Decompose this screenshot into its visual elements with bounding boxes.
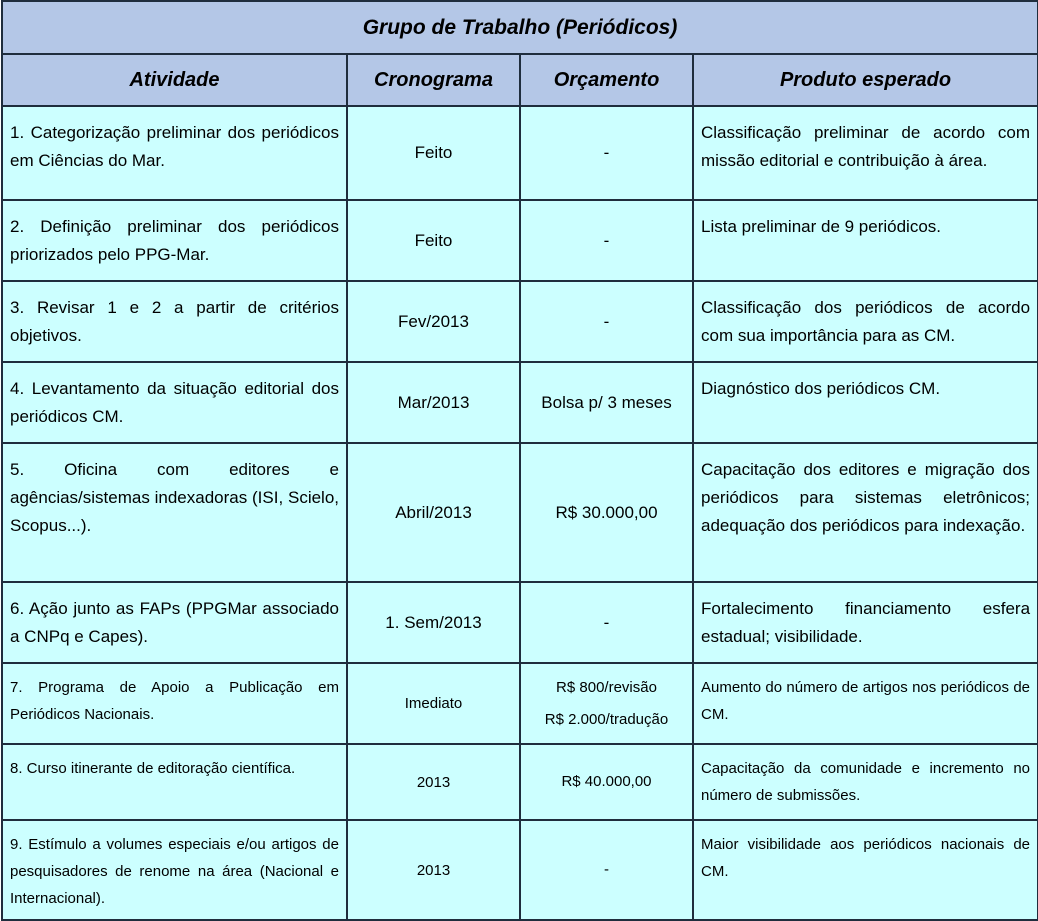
cell-cronograma: 1. Sem/2013 [347,582,520,663]
table-title: Grupo de Trabalho (Periódicos) [2,1,1038,54]
cell-cronograma: Fev/2013 [347,281,520,362]
cell-orcamento [520,443,693,582]
cell-atividade: 7. Programa de Apoio a Publicação em Periódicos Nacionais. [2,663,347,744]
cell-produto: Classificação preliminar de acordo com missão editorial e contribuição à área. [693,106,1038,200]
orcamento-value: - [603,311,610,331]
cell-produto: Capacitação dos editores e migração dos periódicos para sistemas eletrônicos; adequação dos periódicos para indexação. [693,443,1038,582]
orcamento-value: - [603,612,610,632]
table-row [2,663,1038,744]
cell-orcamento [520,744,693,820]
cell-cronograma: Feito [347,106,520,200]
cell-atividade: 2. Definição preliminar dos periódicos priorizados pelo PPG-Mar. [2,200,347,281]
cell-atividade: 1. Categorização preliminar dos periódicos em Ciências do Mar. [2,106,347,200]
cell-orcamento [520,663,693,744]
cell-produto: Fortalecimento financiamento esfera estadual; visibilidade. [693,582,1038,663]
table-row [2,582,1038,663]
header-atividade: Atividade [2,54,347,106]
table-row [2,362,1038,443]
orcamento-value: R$ 800/revisão [556,678,657,696]
table-row [2,744,1038,820]
cell-orcamento [520,582,693,663]
cell-atividade: 5. Oficina com editores e agências/sistemas indexadoras (ISI, Scielo, Scopus...). [2,443,347,582]
orcamento-value: - [604,861,609,878]
work-group-table [1,0,1038,921]
table-row [2,820,1038,920]
cell-atividade: 6. Ação junto as FAPs (PPGMar associado a CNPq e Capes). [2,582,347,663]
cell-atividade: 4. Levantamento da situação editorial dos periódicos CM. [2,362,347,443]
orcamento-value: - [603,230,610,250]
cell-cronograma: Imediato [347,663,520,744]
cell-produto: Classificação dos periódicos de acordo com sua importância para as CM. [693,281,1038,362]
table-row [2,443,1038,582]
orcamento-value: - [603,143,610,162]
table-row [2,106,1038,200]
cell-cronograma: Mar/2013 [347,362,520,443]
cell-cronograma: Abril/2013 [347,443,520,582]
cell-produto: Diagnóstico dos periódicos CM. [693,362,1038,443]
cell-produto: Aumento do número de artigos nos periódicos de CM. [693,663,1038,744]
cell-orcamento [520,200,693,281]
cell-produto: Capacitação da comunidade e incremento no número de submissões. [693,744,1038,820]
cell-orcamento [520,281,693,362]
orcamento-value: R$ 30.000,00 [555,502,658,522]
table-row [2,281,1038,362]
cell-orcamento [520,106,693,200]
table-row [2,200,1038,281]
cell-produto: Lista preliminar de 9 periódicos. [693,200,1038,281]
cell-produto: Maior visibilidade aos periódicos nacionais de CM. [693,820,1038,920]
cell-orcamento [520,820,693,920]
cell-atividade: 8. Curso itinerante de editoração científica. [2,744,347,820]
cell-cronograma: 2013 [347,744,520,820]
cell-atividade: 3. Revisar 1 e 2 a partir de critérios objetivos. [2,281,347,362]
header-orcamento: Orçamento [520,54,693,106]
header-produto: Produto esperado [693,54,1038,106]
cell-orcamento [520,362,693,443]
orcamento-value: Bolsa p/ 3 meses [541,392,672,412]
cell-cronograma: Feito [347,200,520,281]
orcamento-value: R$ 2.000/tradução [544,710,669,728]
header-cronograma: Cronograma [347,54,520,106]
orcamento-value: R$ 40.000,00 [561,773,652,790]
cell-atividade: 9. Estímulo a volumes especiais e/ou artigos de pesquisadores de renome na área (Nacional e Internacional). [2,820,347,920]
cell-cronograma: 2013 [347,820,520,920]
